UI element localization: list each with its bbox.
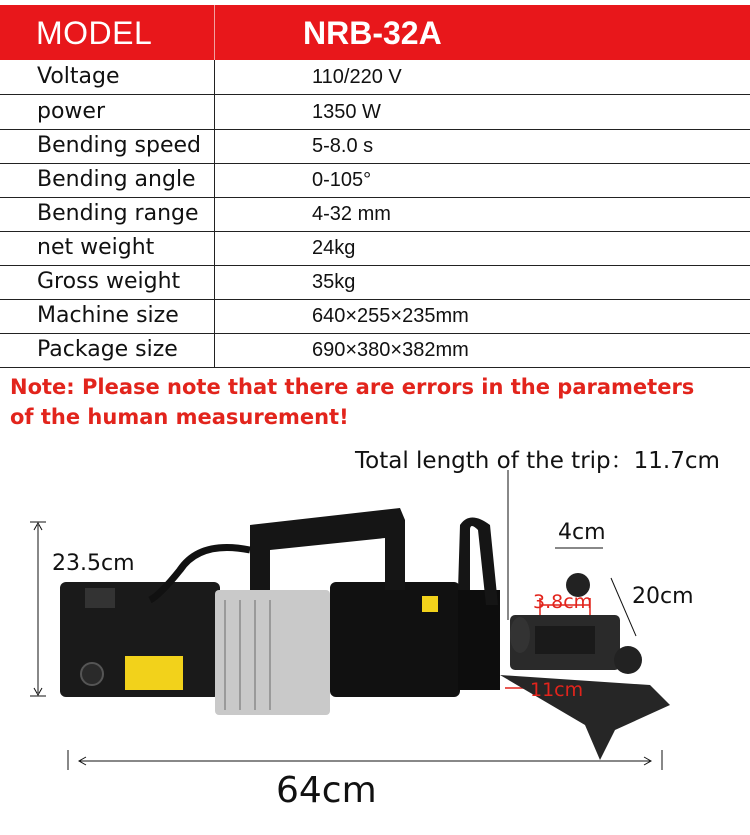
- gap-11cm-label: 11cm: [530, 679, 584, 701]
- column-divider: [214, 129, 215, 163]
- table-row: [0, 333, 750, 368]
- spec-value: 690×380×382mm: [312, 339, 469, 361]
- spec-value: 24kg: [312, 237, 356, 259]
- spec-value: 0-105°: [312, 169, 372, 191]
- column-divider: [214, 163, 215, 197]
- length-64cm-label: 64cm: [276, 770, 377, 811]
- column-divider: [214, 60, 215, 94]
- column-divider: [214, 299, 215, 333]
- table-row: [0, 265, 750, 300]
- table-row: [0, 231, 750, 266]
- spec-value: 1350 W: [312, 101, 381, 123]
- spec-key: Machine size: [37, 303, 179, 328]
- depth-20cm-label: 20cm: [632, 584, 694, 609]
- spec-key: Bending speed: [37, 133, 202, 158]
- table-row: [0, 95, 750, 130]
- spec-key: power: [37, 99, 105, 124]
- spec-key: Bending angle: [37, 167, 196, 192]
- total-length-label: Total length of the trip：11.7cm: [355, 448, 720, 474]
- spec-key: Bending range: [37, 201, 199, 226]
- table-header: [0, 5, 750, 60]
- model-label: MODEL: [36, 15, 153, 51]
- spec-value: 35kg: [312, 271, 356, 293]
- spec-value: 110/220 V: [312, 66, 402, 88]
- table-row: [0, 299, 750, 334]
- table-row: [0, 129, 750, 164]
- column-divider: [214, 333, 215, 367]
- table-row: [0, 60, 750, 95]
- model-value: NRB-32A: [303, 15, 442, 51]
- table-row: [0, 197, 750, 232]
- height-label: 23.5cm: [52, 551, 135, 576]
- column-divider: [214, 231, 215, 265]
- spec-value: 4-32 mm: [312, 203, 391, 225]
- measurement-note: Note: Please note that there are errors in the parameters of the human measurement!: [10, 375, 695, 429]
- width-4cm-label: 4cm: [558, 520, 606, 545]
- header-divider: [214, 5, 215, 60]
- spec-value: 640×255×235mm: [312, 305, 469, 327]
- spec-key: Package size: [37, 337, 178, 362]
- spec-value: 5-8.0 s: [312, 135, 374, 157]
- column-divider: [214, 197, 215, 231]
- spec-key: net weight: [37, 235, 155, 260]
- gap-3-8cm-label: 3.8cm: [533, 591, 593, 613]
- spec-key: Voltage: [37, 64, 120, 89]
- spec-key: Gross weight: [37, 269, 181, 294]
- motor-body: [60, 582, 500, 715]
- column-divider: [214, 95, 215, 129]
- table-row: [0, 163, 750, 198]
- column-divider: [214, 265, 215, 299]
